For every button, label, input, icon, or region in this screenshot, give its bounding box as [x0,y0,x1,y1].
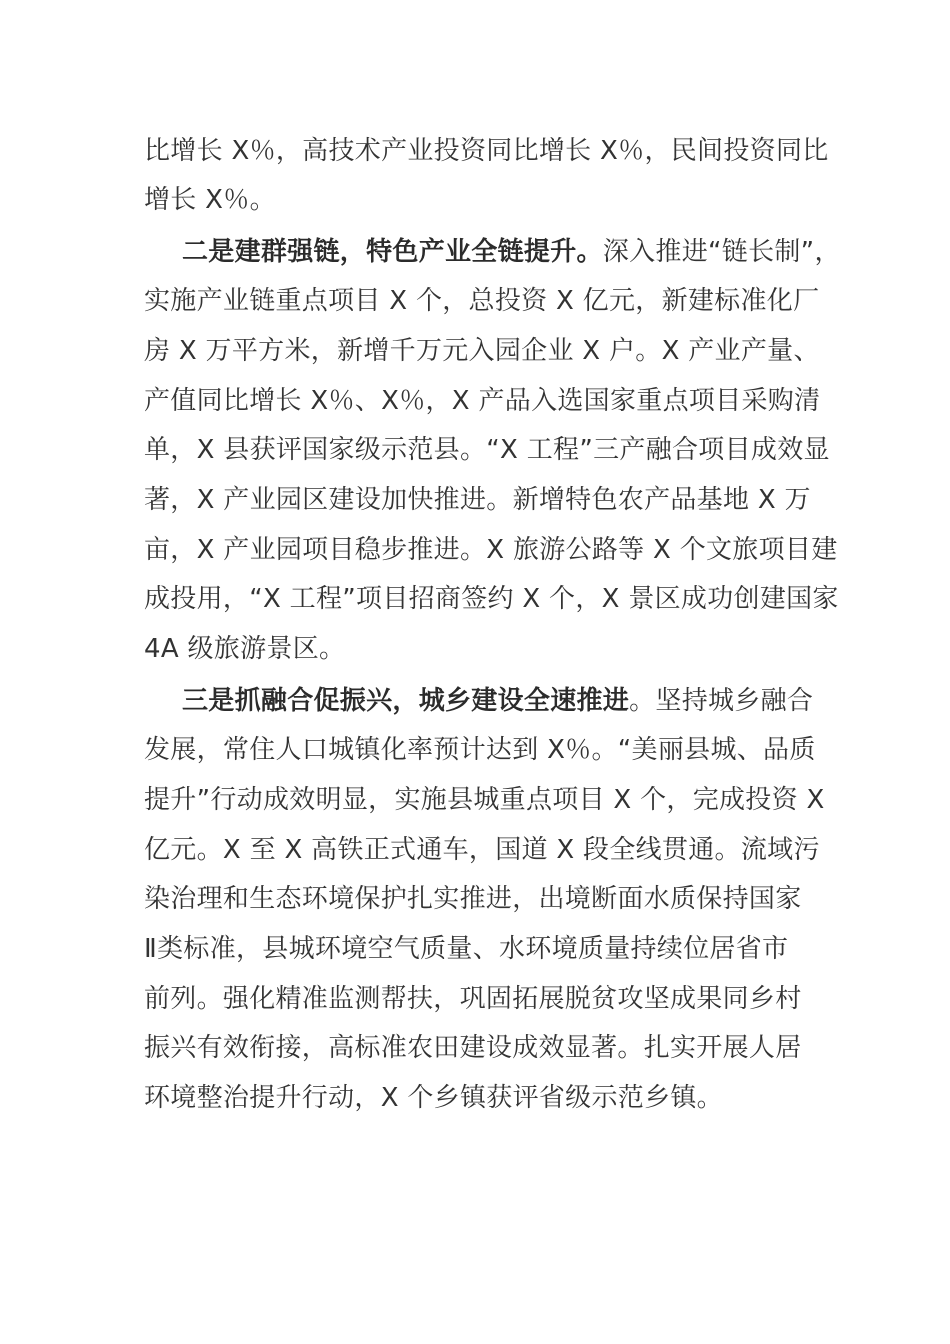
section2-line: 实施产业链重点项目 X 个，总投资 X 亿元，新建标准化厂 [144,286,820,316]
section3-line: 环境整治提升行动，X 个乡镇获评省级示范乡镇。 [144,1083,723,1113]
section2-line: 亩，X 产业园项目稳步推进。X 旅游公路等 X 个文旅项目建 [144,535,838,565]
section3-first-line [182,676,862,726]
section3-heading: 三是抓融合促振兴，城乡建设全速推进 [182,686,630,716]
section2-line: 著，X 产业园区建设加快推进。新增特色农产品基地 X 万 [144,485,811,515]
intro-line-1: 比增长 X％，高技术产业投资同比增长 X％，民间投资同比 [144,136,829,166]
section3-line: 振兴有效衔接，高标准农田建设成效显著。扎实开展人居 [144,1033,802,1063]
section2-line: 单，X 县获评国家级示范县。“X 工程”三产融合项目成效显 [144,435,830,465]
section3-first-line-text: 。坚持城乡融合 [629,686,814,716]
section3-line: 染治理和生态环境保护扎实推进，出境断面水质保持国家 [144,884,802,914]
section3-line: 亿元。X 至 X 高铁正式通车，国道 X 段全线贯通。流域污 [144,835,820,865]
section3-line: 提升”行动成效明显，实施县城重点项目 X 个，完成投资 X [144,785,825,815]
section2-heading: 二是建群强链，特色产业全链提升。 [182,237,603,267]
section3-line: 前列。强化精准监测帮扶，巩固拓展脱贫攻坚成果同乡村 [144,984,802,1014]
section3-line: 发展，常住人口城镇化率预计达到 X％。“美丽县城、品质 [144,735,816,765]
intro-line-2: 增长 X％。 [144,185,276,215]
section2-first-line-text: 深入推进“链长制”， [602,237,841,267]
section2-line: 产值同比增长 X％、X％，X 产品入选国家重点项目采购清 [144,386,821,416]
section2-first-line [182,227,862,277]
section2-line: 房 X 万平方米，新增千万元入园企业 X 户。X 产业产量、 [144,336,820,366]
section3-line: Ⅱ类标准，县城环境空气质量、水环境质量持续位居省市 [144,934,789,964]
section2-line: 4A 级旅游景区。 [144,634,346,664]
section2-line: 成投用，“X 工程”项目招商签约 X 个，X 景区成功创建国家 [144,584,839,614]
